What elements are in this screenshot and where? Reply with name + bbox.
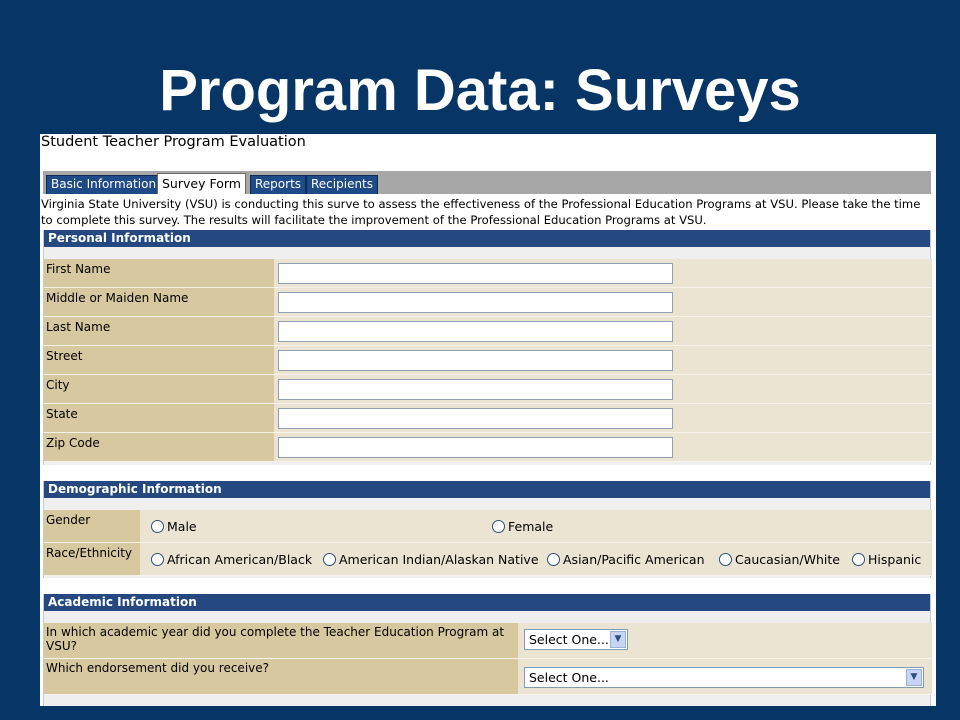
field-label: Race/Ethnicity bbox=[44, 543, 140, 575]
survey-form-screenshot bbox=[40, 134, 936, 706]
field-label: Last Name bbox=[44, 317, 274, 345]
demographic-information-section bbox=[43, 481, 931, 578]
field-label: First Name bbox=[44, 259, 274, 287]
section-heading: Academic Information bbox=[44, 594, 930, 611]
field-label: State bbox=[44, 404, 274, 432]
last-name-input[interactable] bbox=[278, 321, 673, 342]
form-row-city bbox=[44, 375, 932, 404]
race-caucasian-radio[interactable]: Caucasian/White bbox=[719, 553, 840, 567]
field-label: Zip Code bbox=[44, 433, 274, 461]
radio-circle-icon bbox=[852, 553, 865, 566]
race-asian-pacific-radio[interactable]: Asian/Pacific American bbox=[547, 553, 705, 567]
intro-text bbox=[41, 197, 933, 228]
field-label: Which endorsement did you receive? bbox=[44, 659, 518, 694]
field-label: Street bbox=[44, 346, 274, 374]
field-label: City bbox=[44, 375, 274, 403]
form-row-zip-code bbox=[44, 433, 932, 462]
form-row-state bbox=[44, 404, 932, 433]
form-row-first-name bbox=[44, 259, 932, 288]
form-row-middle-name bbox=[44, 288, 932, 317]
academic-information-section bbox=[43, 594, 931, 706]
tab-reports[interactable]: Reports bbox=[250, 175, 306, 194]
form-title: Student Teacher Program Evaluation bbox=[41, 134, 306, 150]
race-african-american-radio[interactable]: African American/Black bbox=[151, 553, 312, 567]
form-row-street bbox=[44, 346, 932, 375]
radio-circle-icon bbox=[492, 520, 505, 533]
state-input[interactable] bbox=[278, 408, 673, 429]
form-row-gender bbox=[44, 510, 932, 543]
race-american-indian-radio[interactable]: American Indian/Alaskan Native bbox=[323, 553, 539, 567]
first-name-input[interactable] bbox=[278, 263, 673, 284]
radio-circle-icon bbox=[719, 553, 732, 566]
selected-value: Select One... bbox=[529, 670, 609, 685]
field-label: Gender bbox=[44, 510, 140, 542]
slide-title: Program Data: Surveys bbox=[159, 58, 801, 123]
personal-information-section bbox=[43, 230, 931, 465]
middle-name-input[interactable] bbox=[278, 292, 673, 313]
chevron-down-icon: ▼ bbox=[610, 631, 626, 648]
gender-male-radio[interactable]: Male bbox=[151, 520, 197, 534]
tab-bar bbox=[43, 171, 931, 194]
section-heading: Demographic Information bbox=[44, 481, 930, 498]
form-row-last-name bbox=[44, 317, 932, 346]
form-row-academic-year bbox=[44, 623, 932, 659]
gender-female-radio[interactable]: Female bbox=[492, 520, 553, 534]
tab-recipients[interactable]: Recipients bbox=[306, 175, 378, 194]
field-label: In which academic year did you complete the Teacher Education Program at VSU? bbox=[44, 623, 518, 658]
form-row-race-ethnicity bbox=[44, 543, 932, 576]
zip-code-input[interactable] bbox=[278, 437, 673, 458]
radio-circle-icon bbox=[323, 553, 336, 566]
radio-circle-icon bbox=[151, 553, 164, 566]
city-input[interactable] bbox=[278, 379, 673, 400]
field-label: Middle or Maiden Name bbox=[44, 288, 274, 316]
academic-year-select[interactable] bbox=[524, 629, 628, 650]
selected-value: Select One... bbox=[529, 632, 609, 647]
intro-line-1: Virginia State University (VSU) is conducting this surve to assess the effectiveness of the Professional Education Programs at VSU. Please take the time bbox=[41, 197, 921, 211]
chevron-down-icon: ▼ bbox=[906, 669, 922, 686]
endorsement-select[interactable] bbox=[524, 667, 924, 688]
tab-basic-information[interactable]: Basic Information bbox=[46, 175, 161, 194]
radio-circle-icon bbox=[547, 553, 560, 566]
street-input[interactable] bbox=[278, 350, 673, 371]
race-hispanic-radio[interactable]: Hispanic bbox=[852, 553, 921, 567]
section-heading: Personal Information bbox=[44, 230, 930, 247]
intro-line-2: to complete this survey. The results will facilitate the improvement of the Professional Education Programs at VSU. bbox=[41, 212, 707, 227]
form-row-endorsement bbox=[44, 659, 932, 695]
tab-survey-form[interactable]: Survey Form bbox=[157, 173, 246, 194]
radio-circle-icon bbox=[151, 520, 164, 533]
